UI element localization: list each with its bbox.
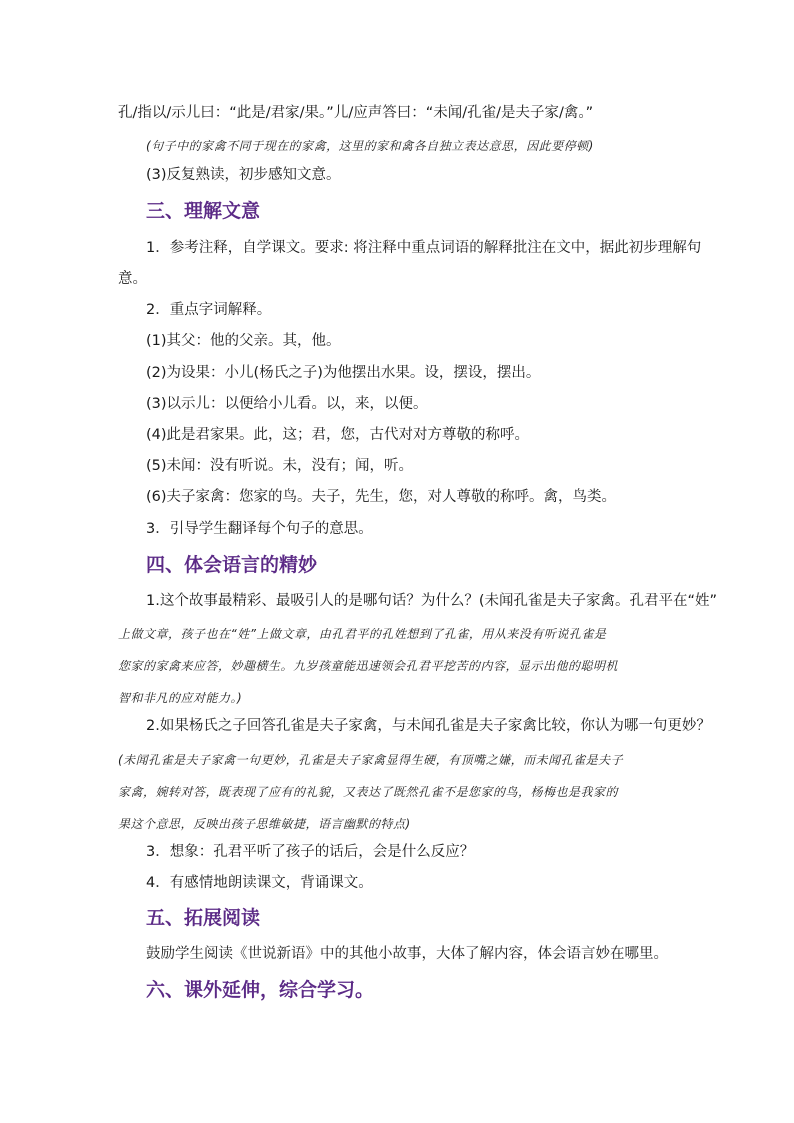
section-heading-6: 六、课外延伸，综合学习。 xyxy=(146,979,375,1001)
text-line: 1.这个故事最精彩、最吸引人的是哪句话？为什么？(未闻孔雀是夫子家禽。孔君平在“姓” xyxy=(146,593,718,609)
text-line: (5)未闻：没有听说。未，没有；闻，听。 xyxy=(146,458,414,474)
section-heading-5: 五、拓展阅读 xyxy=(146,907,261,929)
text-line: 3．想象：孔君平听了孩子的话后，会是什么反应？ xyxy=(146,844,475,860)
text-line: (2)为设果：小儿(杨氏之子)为他摆出水果。设，摆设，摆出。 xyxy=(146,365,541,381)
text-line: 4．有感情地朗读课文，背诵课文。 xyxy=(146,875,373,891)
annotation-line: 智和非凡的应对能力。) xyxy=(118,691,243,705)
text-line: (3)以示儿：以便给小儿看。以，来，以便。 xyxy=(146,396,428,412)
annotation-line: (句子中的家禽不同于现在的家禽，这里的家和禽各自独立表达意思，因此要停顿) xyxy=(146,139,594,153)
text-line: 孔/指以/示儿曰：“此是/君家/果。”儿/应声答曰：“未闻/孔雀/是夫子家/禽。” xyxy=(118,105,594,121)
annotation-line: 上做文章，孩子也在“姓”上做文章，由孔君平的孔姓想到了孔雀，用从来没有听说孔雀是 xyxy=(118,627,607,641)
section-heading-3: 三、理解文意 xyxy=(146,200,261,222)
text-line: (3)反复熟读，初步感知文意。 xyxy=(146,167,341,183)
annotation-line: 您家的家禽来应答，妙趣横生。九岁孩童能迅速领会孔君平挖苦的内容，显示出他的聪明机 xyxy=(118,659,619,673)
text-line: (6)夫子家禽：您家的鸟。夫子，先生，您，对人尊敬的称呼。禽，鸟类。 xyxy=(146,489,617,505)
text-line: 1．参考注释，自学课文。要求: 将注释中重点词语的解释批注在文中，据此初步理解句 xyxy=(146,240,702,256)
text-line: (4)此是君家果。此，这；君，您，古代对对方尊敬的称呼。 xyxy=(146,427,530,443)
text-line: (1)其父：他的父亲。其，他。 xyxy=(146,333,341,349)
text-line: 鼓励学生阅读《世说新语》中的其他小故事，大体了解内容，体会语言妙在哪里。 xyxy=(146,946,668,962)
section-heading-4: 四、体会语言的精妙 xyxy=(146,554,318,576)
text-line: 意。 xyxy=(118,271,147,287)
text-line: 2.如果杨氏之子回答孔雀是夫子家禽，与未闻孔雀是夫子家禽比较，你认为哪一句更妙？ xyxy=(146,718,711,734)
annotation-line: (未闻孔雀是夫子家禽一句更妙，孔雀是夫子家禽显得生硬，有顶嘴之嫌，而未闻孔雀是夫子 xyxy=(118,753,624,767)
text-line: 2．重点字词解释。 xyxy=(146,302,272,318)
annotation-line: 果这个意思，反映出孩子思维敏捷，语言幽默的特点) xyxy=(118,817,411,831)
annotation-line: 家禽，婉转对答，既表现了应有的礼貌，又表达了既然孔雀不是您家的鸟，杨梅也是我家的 xyxy=(118,785,619,799)
text-line: 3．引导学生翻译每个句子的意思。 xyxy=(146,521,373,537)
